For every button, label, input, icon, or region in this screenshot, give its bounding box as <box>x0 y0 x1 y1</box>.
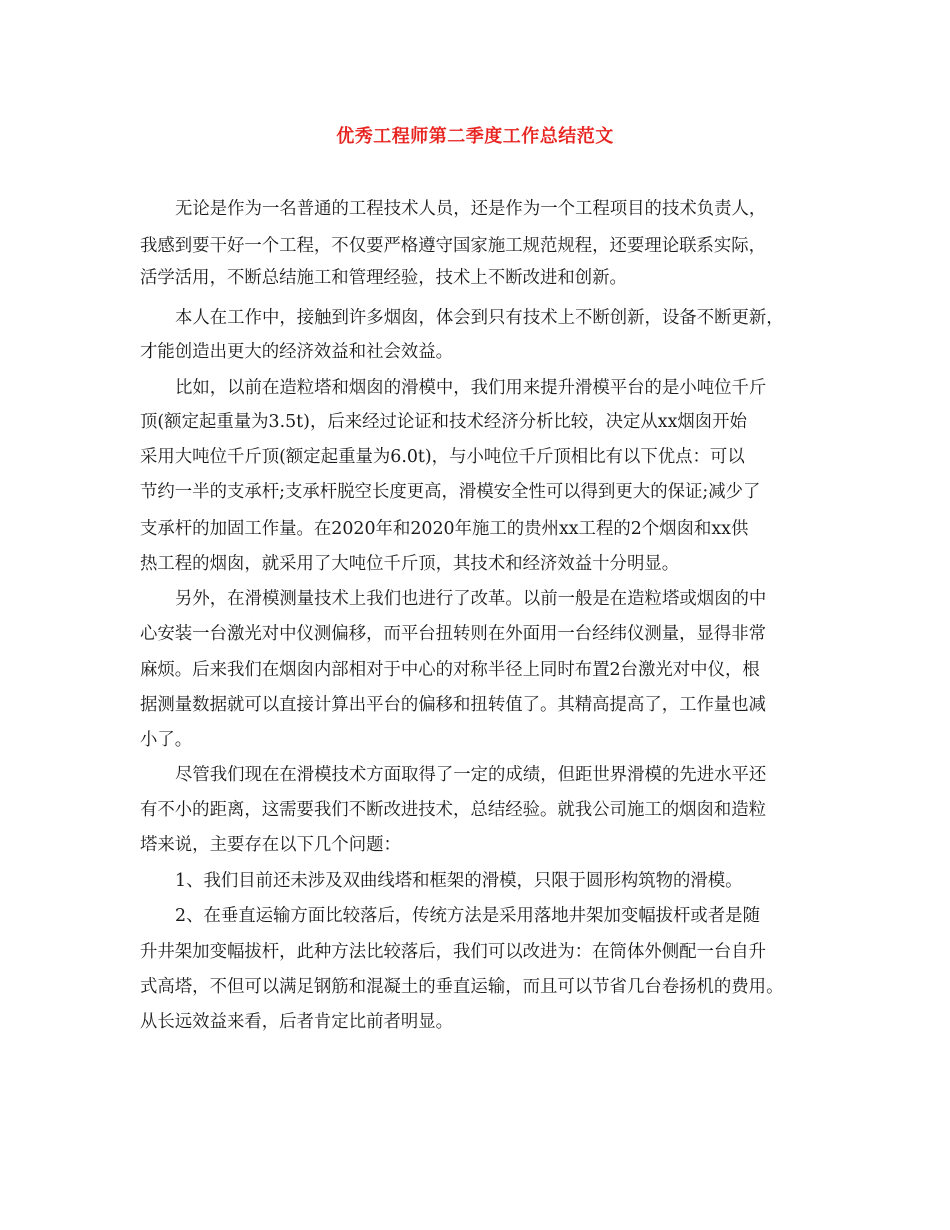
text-line: 比如，以前在造粒塔和烟囱的滑模中，我们用来提升滑模平台的是小吨位千斤 <box>175 378 767 398</box>
text-line: 塔来说，主要存在以下几个问题： <box>140 835 401 855</box>
text-line: 活学活用，不断总结施工和管理经验，技术上不断改进和创新。 <box>140 268 627 288</box>
text-line: 升井架加变幅拔杆，此种方法比较落后，我们可以改进为：在筒体外侧配一台自升 <box>140 942 767 962</box>
text-line: 另外，在滑模测量技术上我们也进行了改革。以前一般是在造粒塔或烟囱的中 <box>175 589 767 609</box>
text-line: 1、我们目前还未涉及双曲线塔和框架的滑模，只限于圆形构筑物的滑模。 <box>175 871 743 891</box>
text-line: 节约一半的支承杆;支承杆脱空长度更高，滑模安全性可以得到更大的保证;减少了 <box>140 482 761 502</box>
text-line: 从长远效益来看，后者肯定比前者明显。 <box>140 1012 454 1032</box>
text-line: 我感到要干好一个工程，不仅要严格遵守国家施工规范规程，还要理论联系实际， <box>140 236 767 256</box>
text-line: 才能创造出更大的经济效益和社会效益。 <box>140 342 454 362</box>
text-line: 据测量数据就可以直接计算出平台的偏移和扭转值了。其精高提高了，工作量也减 <box>140 695 767 715</box>
text-line: 麻烦。后来我们在烟囱内部相对于中心的对称半径上同时布置2台激光对中仪，根 <box>140 660 760 680</box>
text-line: 支承杆的加固工作量。在2020年和2020年施工的贵州xx工程的2个烟囱和xx供 <box>140 519 749 539</box>
text-line: 无论是作为一名普通的工程技术人员，还是作为一个工程项目的技术负责人， <box>175 199 767 219</box>
text-line: 心安装一台激光对中仪测偏移，而平台扭转则在外面用一台经纬仪测量，显得非常 <box>140 624 767 644</box>
text-line: 2、在垂直运输方面比较落后，传统方法是采用落地井架加变幅拔杆或者是随 <box>175 906 760 926</box>
text-line: 热工程的烟囱，就采用了大吨位千斤顶，其技术和经济效益十分明显。 <box>140 554 680 574</box>
text-line: 尽管我们现在在滑模技术方面取得了一定的成绩，但距世界滑模的先进水平还 <box>175 765 767 785</box>
text-line: 采用大吨位千斤顶(额定起重量为6.0t)，与小吨位千斤顶相比有以下优点：可以 <box>140 447 745 467</box>
text-line: 顶(额定起重量为3.5t)，后来经过论证和技术经济分析比较，决定从xx烟囱开始 <box>140 412 747 432</box>
text-line: 式高塔，不但可以满足钢筋和混凝土的垂直运输，而且可以节省几台卷扬机的费用。 <box>140 977 784 997</box>
text-line: 小了。 <box>140 730 193 750</box>
document-title: 优秀工程师第二季度工作总结范文 <box>336 126 614 147</box>
text-line: 有不小的距离，这需要我们不断改进技术，总结经验。就我公司施工的烟囱和造粒 <box>140 800 767 820</box>
text-line: 本人在工作中，接触到许多烟囱，体会到只有技术上不断创新，设备不断更新， <box>175 308 784 328</box>
